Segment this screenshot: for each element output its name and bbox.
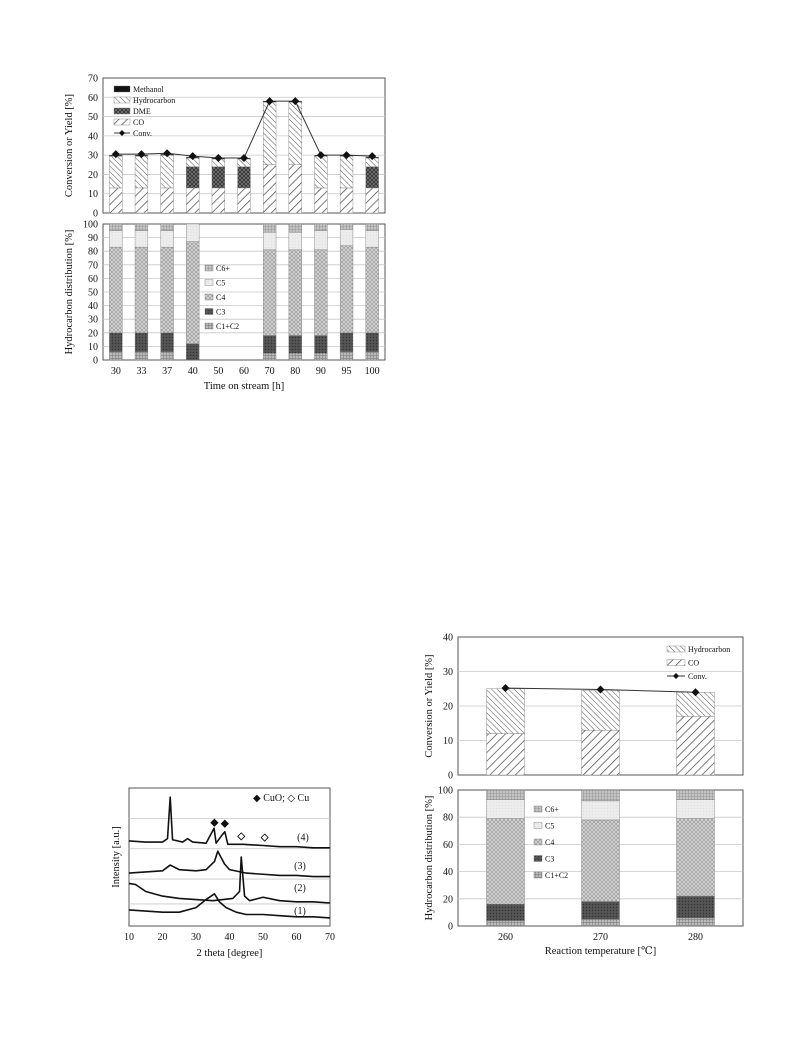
y-tick-label: 40 bbox=[443, 867, 453, 879]
bar-c5 bbox=[315, 231, 328, 250]
x-axis-label: Reaction temperature [℃] bbox=[544, 946, 657, 957]
y-tick-label: 0 bbox=[448, 770, 453, 782]
bar-hydrocarbon bbox=[109, 156, 122, 188]
bar-co bbox=[161, 188, 174, 213]
curve-label: (1) bbox=[294, 906, 306, 918]
legend-label-hydrocarbon: Hydrocarbon bbox=[688, 645, 731, 654]
bar-c6 bbox=[582, 790, 620, 801]
y-tick-label: 80 bbox=[88, 246, 98, 258]
legend-swatch-c3 bbox=[534, 856, 542, 862]
y-tick-label: 0 bbox=[93, 208, 98, 220]
cuo-marker bbox=[221, 820, 228, 827]
bar-c6 bbox=[315, 224, 328, 231]
x-tick-label: 70 bbox=[325, 932, 335, 943]
bar-c4 bbox=[289, 250, 302, 336]
x-tick-label: 33 bbox=[136, 366, 147, 377]
y-tick-label: 100 bbox=[438, 785, 453, 797]
x-tick-label: 60 bbox=[291, 932, 302, 943]
legend-label-c6: C6+ bbox=[216, 264, 230, 273]
legend-swatch-dme bbox=[114, 108, 130, 114]
y-tick-label: 40 bbox=[443, 632, 453, 644]
legend-label-methanol: Methanol bbox=[133, 85, 164, 94]
bar-co bbox=[366, 188, 379, 213]
bar-c4 bbox=[161, 247, 174, 333]
y-axis-label: Hydrocarbon distribution [%] bbox=[424, 795, 435, 921]
legend-label-hydrocarbon: Hydrocarbon bbox=[133, 96, 176, 105]
x-tick-label: 50 bbox=[258, 932, 268, 943]
legend-label-c3: C3 bbox=[216, 307, 226, 317]
bar-c3 bbox=[582, 902, 620, 920]
bar-c4 bbox=[263, 250, 276, 336]
y-tick-label: 10 bbox=[88, 341, 98, 353]
legend-swatch-c4 bbox=[205, 294, 213, 300]
y-tick-label: 60 bbox=[443, 839, 453, 851]
bar-hydrocarbon bbox=[582, 690, 620, 730]
x-tick-label: 270 bbox=[593, 932, 608, 943]
bar-co bbox=[340, 188, 353, 213]
y-tick-label: 20 bbox=[88, 169, 98, 181]
cu-marker bbox=[261, 834, 268, 841]
bar-co bbox=[186, 188, 199, 213]
y-tick-label: 70 bbox=[88, 260, 98, 272]
bar-c3 bbox=[186, 344, 199, 360]
bar-co bbox=[109, 188, 122, 213]
y-tick-label: 80 bbox=[443, 812, 453, 824]
x-tick-label: 37 bbox=[162, 366, 173, 377]
legend-label-conv: Conv. bbox=[688, 672, 707, 681]
y-tick-label: 100 bbox=[83, 219, 98, 231]
bar-c1-c2 bbox=[263, 353, 276, 360]
bar-c6 bbox=[161, 224, 174, 231]
bar-c3 bbox=[161, 333, 174, 352]
legend-label-c4: C4 bbox=[545, 838, 555, 847]
bar-c1-c2 bbox=[677, 918, 715, 926]
bar-c1-c2 bbox=[340, 352, 353, 360]
y-tick-label: 0 bbox=[93, 355, 98, 367]
bar-c3 bbox=[340, 333, 353, 352]
bar-co bbox=[677, 716, 715, 775]
bar-c6 bbox=[366, 224, 379, 231]
bar-dme bbox=[238, 167, 251, 188]
legend-label-c1-c2: C1+C2 bbox=[216, 322, 240, 331]
bar-c1-c2 bbox=[582, 919, 620, 926]
bar-c5 bbox=[161, 231, 174, 247]
bar-c3 bbox=[109, 333, 122, 352]
y-axis-label: Hydrocarbon distribution [%] bbox=[64, 229, 75, 355]
bar-c1-c2 bbox=[315, 353, 328, 360]
curve-label: (3) bbox=[294, 861, 306, 873]
bar-co bbox=[582, 730, 620, 775]
bar-c4 bbox=[186, 242, 199, 344]
bar-co bbox=[315, 188, 328, 213]
curve-label: (4) bbox=[297, 832, 309, 844]
y-tick-label: 20 bbox=[88, 328, 98, 340]
bar-c4 bbox=[315, 250, 328, 336]
y-tick-label: 30 bbox=[88, 314, 98, 326]
bar-c4 bbox=[582, 820, 620, 902]
x-axis-label: Time on stream [h] bbox=[203, 381, 285, 392]
legend-swatch-co bbox=[114, 119, 130, 125]
legend-swatch-methanol bbox=[114, 86, 130, 92]
bar-c4 bbox=[677, 819, 715, 897]
bar-c6 bbox=[340, 224, 353, 229]
bar-hydrocarbon bbox=[161, 155, 174, 188]
bar-hydrocarbon bbox=[487, 689, 525, 734]
bar-c5 bbox=[582, 801, 620, 820]
y-tick-label: 40 bbox=[88, 131, 98, 143]
bar-c1-c2 bbox=[161, 352, 174, 360]
curve-label: (2) bbox=[294, 883, 306, 895]
y-tick-label: 30 bbox=[88, 150, 98, 162]
y-tick-label: 60 bbox=[88, 273, 98, 285]
bar-c1-c2 bbox=[135, 352, 148, 360]
y-axis-label: Conversion or Yield [%] bbox=[424, 654, 435, 758]
bar-c3 bbox=[135, 333, 148, 352]
y-tick-label: 20 bbox=[443, 701, 453, 713]
x-tick-label: 95 bbox=[341, 366, 352, 377]
y-tick-label: 50 bbox=[88, 287, 98, 299]
y-tick-label: 10 bbox=[443, 736, 453, 747]
legend-label-c5: C5 bbox=[545, 821, 555, 831]
x-tick-label: 40 bbox=[224, 932, 235, 943]
y-tick-label: 10 bbox=[88, 189, 98, 201]
x-tick-label: 30 bbox=[191, 932, 201, 943]
legend-swatch-c4 bbox=[534, 839, 542, 845]
bar-c5 bbox=[487, 800, 525, 819]
bar-c6 bbox=[263, 224, 276, 232]
bar-c3 bbox=[315, 336, 328, 354]
fig1-distribution-chart bbox=[64, 220, 385, 393]
bar-dme bbox=[212, 167, 225, 188]
y-tick-label: 70 bbox=[88, 73, 98, 85]
x-tick-label: 260 bbox=[498, 932, 513, 943]
legend-label-c1-c2: C1+C2 bbox=[545, 871, 569, 880]
legend-swatch-c1-c2 bbox=[205, 323, 213, 329]
bar-hydrocarbon bbox=[340, 156, 353, 188]
x-tick-label: 20 bbox=[157, 932, 168, 943]
cuo-marker bbox=[211, 819, 218, 826]
legend-label-co: CO bbox=[133, 118, 145, 127]
y-axis-label: Conversion or Yield [%] bbox=[64, 93, 75, 198]
x-tick-label: 10 bbox=[124, 932, 134, 943]
x-tick-label: 30 bbox=[110, 366, 121, 377]
legend-text: ◆ CuO; ◇ Cu bbox=[253, 793, 310, 804]
x-tick-label: 40 bbox=[187, 366, 198, 377]
x-axis-label: 2 theta [degree] bbox=[196, 948, 263, 959]
legend-label-dme: DME bbox=[133, 107, 151, 116]
fig2-xrd-chart bbox=[111, 788, 335, 959]
bar-c5 bbox=[677, 800, 715, 819]
fig3-conversion-chart bbox=[424, 633, 743, 782]
legend-swatch-co bbox=[667, 660, 685, 666]
x-tick-label: 280 bbox=[688, 932, 703, 943]
bar-co bbox=[263, 165, 276, 213]
bar-hydrocarbon bbox=[315, 156, 328, 188]
bar-c3 bbox=[677, 896, 715, 918]
bar-co bbox=[487, 734, 525, 775]
bar-c4 bbox=[340, 246, 353, 333]
legend-label-c5: C5 bbox=[216, 278, 226, 288]
legend-label-c3: C3 bbox=[545, 854, 555, 864]
bar-c1-c2 bbox=[289, 353, 302, 360]
bar-c6 bbox=[135, 224, 148, 231]
bar-co bbox=[212, 188, 225, 213]
legend-swatch-c5 bbox=[534, 823, 542, 829]
bar-c4 bbox=[109, 247, 122, 333]
fig1-conversion-chart bbox=[64, 74, 385, 220]
bar-hydrocarbon bbox=[135, 156, 148, 188]
y-tick-label: 40 bbox=[88, 301, 98, 313]
bar-c5 bbox=[109, 231, 122, 247]
bar-co bbox=[289, 165, 302, 213]
bar-c6 bbox=[289, 224, 302, 232]
bar-c3 bbox=[289, 336, 302, 354]
x-tick-label: 100 bbox=[364, 366, 380, 377]
bar-c3 bbox=[366, 333, 379, 352]
legend-swatch-c6 bbox=[205, 265, 213, 271]
bar-co bbox=[135, 188, 148, 213]
y-tick-label: 20 bbox=[443, 894, 453, 906]
conv-line bbox=[116, 101, 372, 158]
y-tick-label: 0 bbox=[448, 921, 453, 933]
legend-swatch-c3 bbox=[205, 309, 213, 315]
bar-c3 bbox=[487, 904, 525, 920]
bar-dme bbox=[366, 167, 379, 188]
cu-marker bbox=[238, 833, 245, 840]
y-tick-label: 90 bbox=[88, 233, 98, 245]
x-tick-label: 70 bbox=[264, 366, 275, 377]
legend-swatch-c6 bbox=[534, 806, 542, 812]
bar-dme bbox=[186, 167, 199, 188]
bar-c4 bbox=[366, 247, 379, 333]
legend-marker-conv bbox=[673, 673, 679, 679]
bar-c5 bbox=[366, 231, 379, 247]
x-tick-label: 60 bbox=[239, 366, 249, 377]
y-tick-label: 50 bbox=[88, 112, 98, 124]
legend-label-conv: Conv. bbox=[133, 129, 152, 138]
legend-swatch-hydrocarbon bbox=[114, 97, 130, 103]
bar-c3 bbox=[263, 336, 276, 354]
legend-swatch-c1-c2 bbox=[534, 872, 542, 878]
legend-label-co: CO bbox=[688, 658, 700, 668]
bar-co bbox=[238, 188, 251, 213]
legend-swatch-c5 bbox=[205, 280, 213, 286]
y-tick-label: 60 bbox=[88, 92, 98, 104]
fig3-distribution-chart bbox=[424, 786, 743, 958]
x-tick-label: 50 bbox=[213, 366, 224, 377]
bar-c4 bbox=[135, 247, 148, 333]
bar-c5 bbox=[135, 231, 148, 247]
x-tick-label: 90 bbox=[315, 366, 326, 377]
bar-c1-c2 bbox=[487, 921, 525, 926]
bar-c5 bbox=[340, 229, 353, 245]
bar-c5 bbox=[186, 224, 199, 242]
bar-c4 bbox=[487, 819, 525, 905]
bar-c6 bbox=[677, 790, 715, 800]
legend-swatch-hydrocarbon bbox=[667, 646, 685, 652]
bar-c6 bbox=[487, 790, 525, 800]
legend-label-c4: C4 bbox=[216, 293, 226, 302]
bar-c6 bbox=[109, 224, 122, 231]
bar-c5 bbox=[289, 232, 302, 250]
bar-c1-c2 bbox=[366, 352, 379, 360]
legend-marker-conv bbox=[119, 130, 125, 136]
y-axis-label: Intensity [a.u.] bbox=[111, 826, 122, 888]
legend-label-c6: C6+ bbox=[545, 805, 559, 814]
x-tick-label: 80 bbox=[290, 366, 301, 377]
bar-c1-c2 bbox=[109, 352, 122, 360]
bar-c5 bbox=[263, 232, 276, 250]
y-tick-label: 30 bbox=[443, 667, 453, 678]
